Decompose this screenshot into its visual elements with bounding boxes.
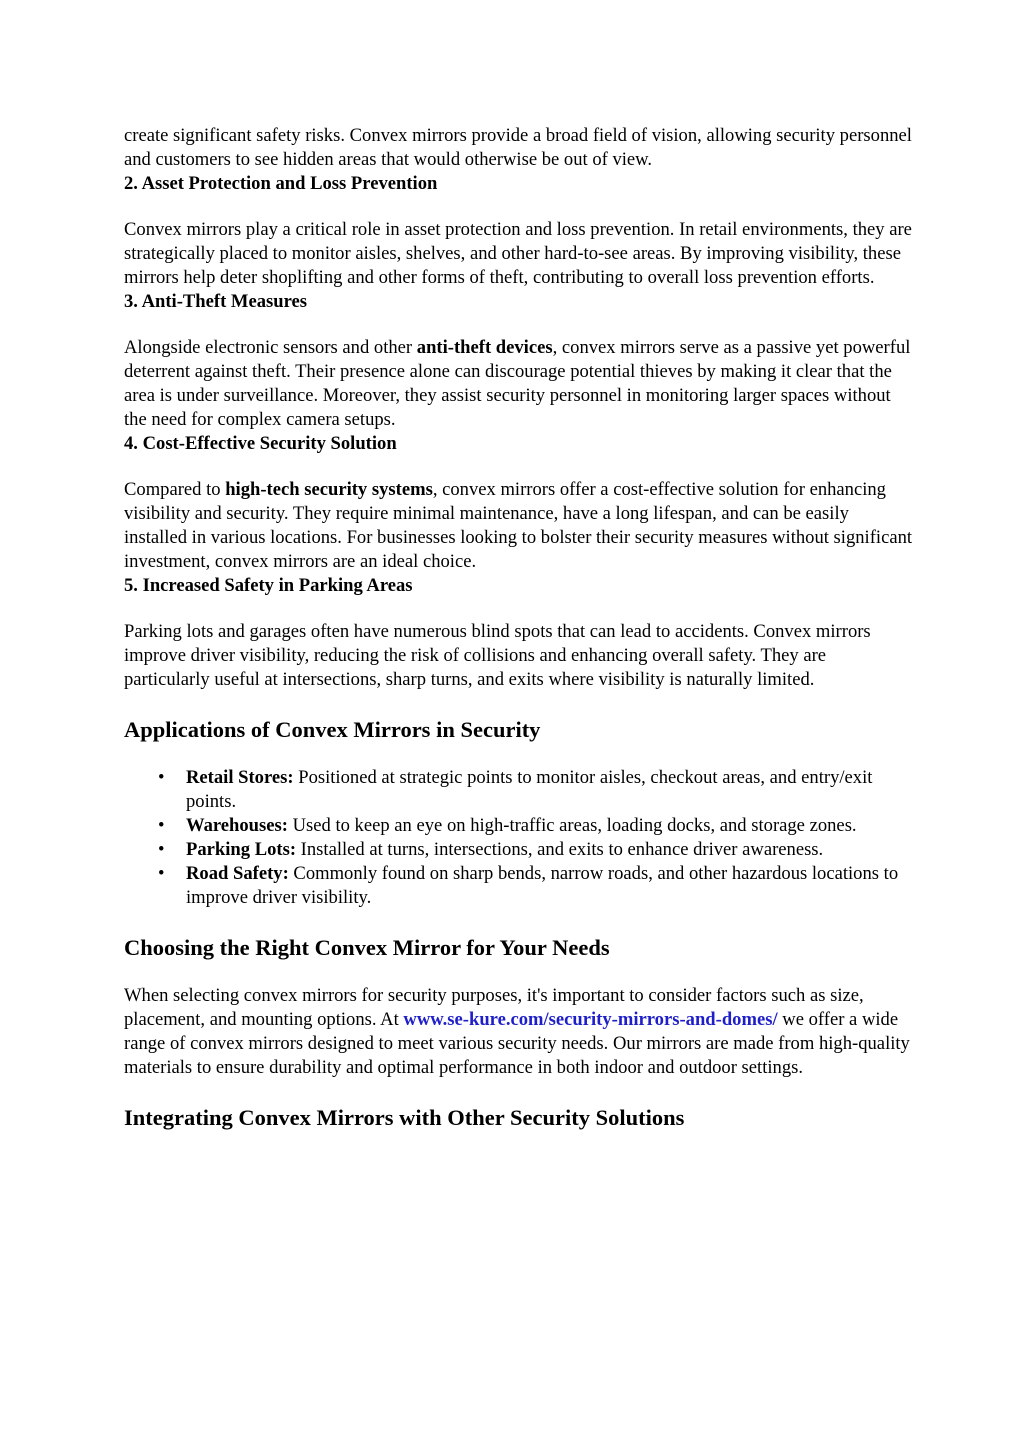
parking-safety-paragraph: Parking lots and garages often have numerous blind spots that can lead to accidents. Convex mirrors improve driver visibility, reducing the risk of collisions and enhancing overall safety. They are particularly useful at intersections, sharp turns, and exits where visibility is naturally limited. — [124, 621, 871, 690]
list-item-label: Parking Lots: — [186, 839, 297, 860]
bullet-icon: • — [158, 863, 165, 884]
list-item-text: Installed at turns, intersections, and exits to enhance driver awareness. — [296, 839, 824, 860]
bullet-icon: • — [158, 839, 165, 860]
choosing-text-pre: When selecting convex mirrors for security purposes, it's important to consider factors such as size, placement, and mounting options. At — [124, 985, 864, 1030]
anti-theft-text-pre: Alongside electronic sensors and other — [124, 337, 417, 358]
asset-protection-paragraph: Convex mirrors play a critical role in asset protection and loss prevention. In retail environments, they are strategically placed to monitor aisles, shelves, and other hard-to-see areas. By improving visibility, these mirrors help deter shoplifting and other forms of theft, contributing to overall loss prevention efforts. — [124, 219, 912, 288]
cost-text-post: , convex mirrors offer a cost-effective solution for enhancing visibility and security. They require minimal maintenance, have a long lifespan, and can be easily installed in various locations. For businesses looking to bolster their security measures without significant investment, convex mirrors are an ideal choice. — [124, 479, 913, 572]
list-item — [158, 766, 913, 814]
list-item — [158, 838, 913, 862]
parking-safety-heading: 5. Increased Safety in Parking Areas — [124, 575, 413, 596]
choosing-heading: Choosing the Right Convex Mirror for Your Needs — [124, 935, 610, 960]
applications-list — [124, 766, 913, 910]
intro-paragraph: create significant safety risks. Convex mirrors provide a broad field of vision, allowing security personnel and customers to see hidden areas that would otherwise be out of view. — [124, 125, 912, 170]
choosing-text-post: we offer a wide range of convex mirrors designed to meet various security needs. Our mirrors are made from high-quality materials to ensure durability and optimal performance in both indoor and outdoor settings. — [124, 1009, 910, 1078]
anti-theft-text-post: , convex mirrors serve as a passive yet powerful deterrent against theft. Their presence alone can discourage potential thieves by making it clear that the area is under surveillance. Moreover, they assist security personnel in monitoring larger spaces without the need for complex camera setups. — [124, 337, 911, 430]
bullet-icon: • — [158, 815, 165, 836]
bullet-icon: • — [158, 767, 165, 788]
list-item-label: Road Safety: — [186, 863, 289, 884]
list-item — [158, 862, 913, 910]
se-kure-security-mirrors-link[interactable]: www.se-kure.com/security-mirrors-and-domes/ — [403, 1009, 778, 1030]
choosing-paragraph — [124, 984, 913, 1080]
cost-effective-paragraph — [124, 478, 913, 574]
list-item-label: Retail Stores: — [186, 767, 294, 788]
anti-theft-paragraph — [124, 336, 913, 432]
list-item-label: Warehouses: — [186, 815, 288, 836]
high-tech-security-bold: high-tech security systems — [225, 479, 433, 500]
asset-protection-heading: 2. Asset Protection and Loss Prevention — [124, 173, 438, 194]
anti-theft-devices-bold: anti-theft devices — [416, 337, 553, 358]
cost-effective-heading: 4. Cost-Effective Security Solution — [124, 433, 397, 454]
cost-text-pre: Compared to — [124, 479, 226, 500]
integrating-heading: Integrating Convex Mirrors with Other Security Solutions — [124, 1105, 685, 1130]
list-item-text: Commonly found on sharp bends, narrow roads, and other hazardous locations to improve driver visibility. — [186, 863, 899, 908]
list-item-text: Used to keep an eye on high-traffic areas, loading docks, and storage zones. — [287, 815, 857, 836]
list-item-text: Positioned at strategic points to monitor aisles, checkout areas, and entry/exit points. — [186, 767, 873, 812]
anti-theft-heading: 3. Anti-Theft Measures — [124, 291, 307, 312]
applications-heading: Applications of Convex Mirrors in Security — [124, 717, 541, 742]
list-item — [158, 814, 913, 838]
